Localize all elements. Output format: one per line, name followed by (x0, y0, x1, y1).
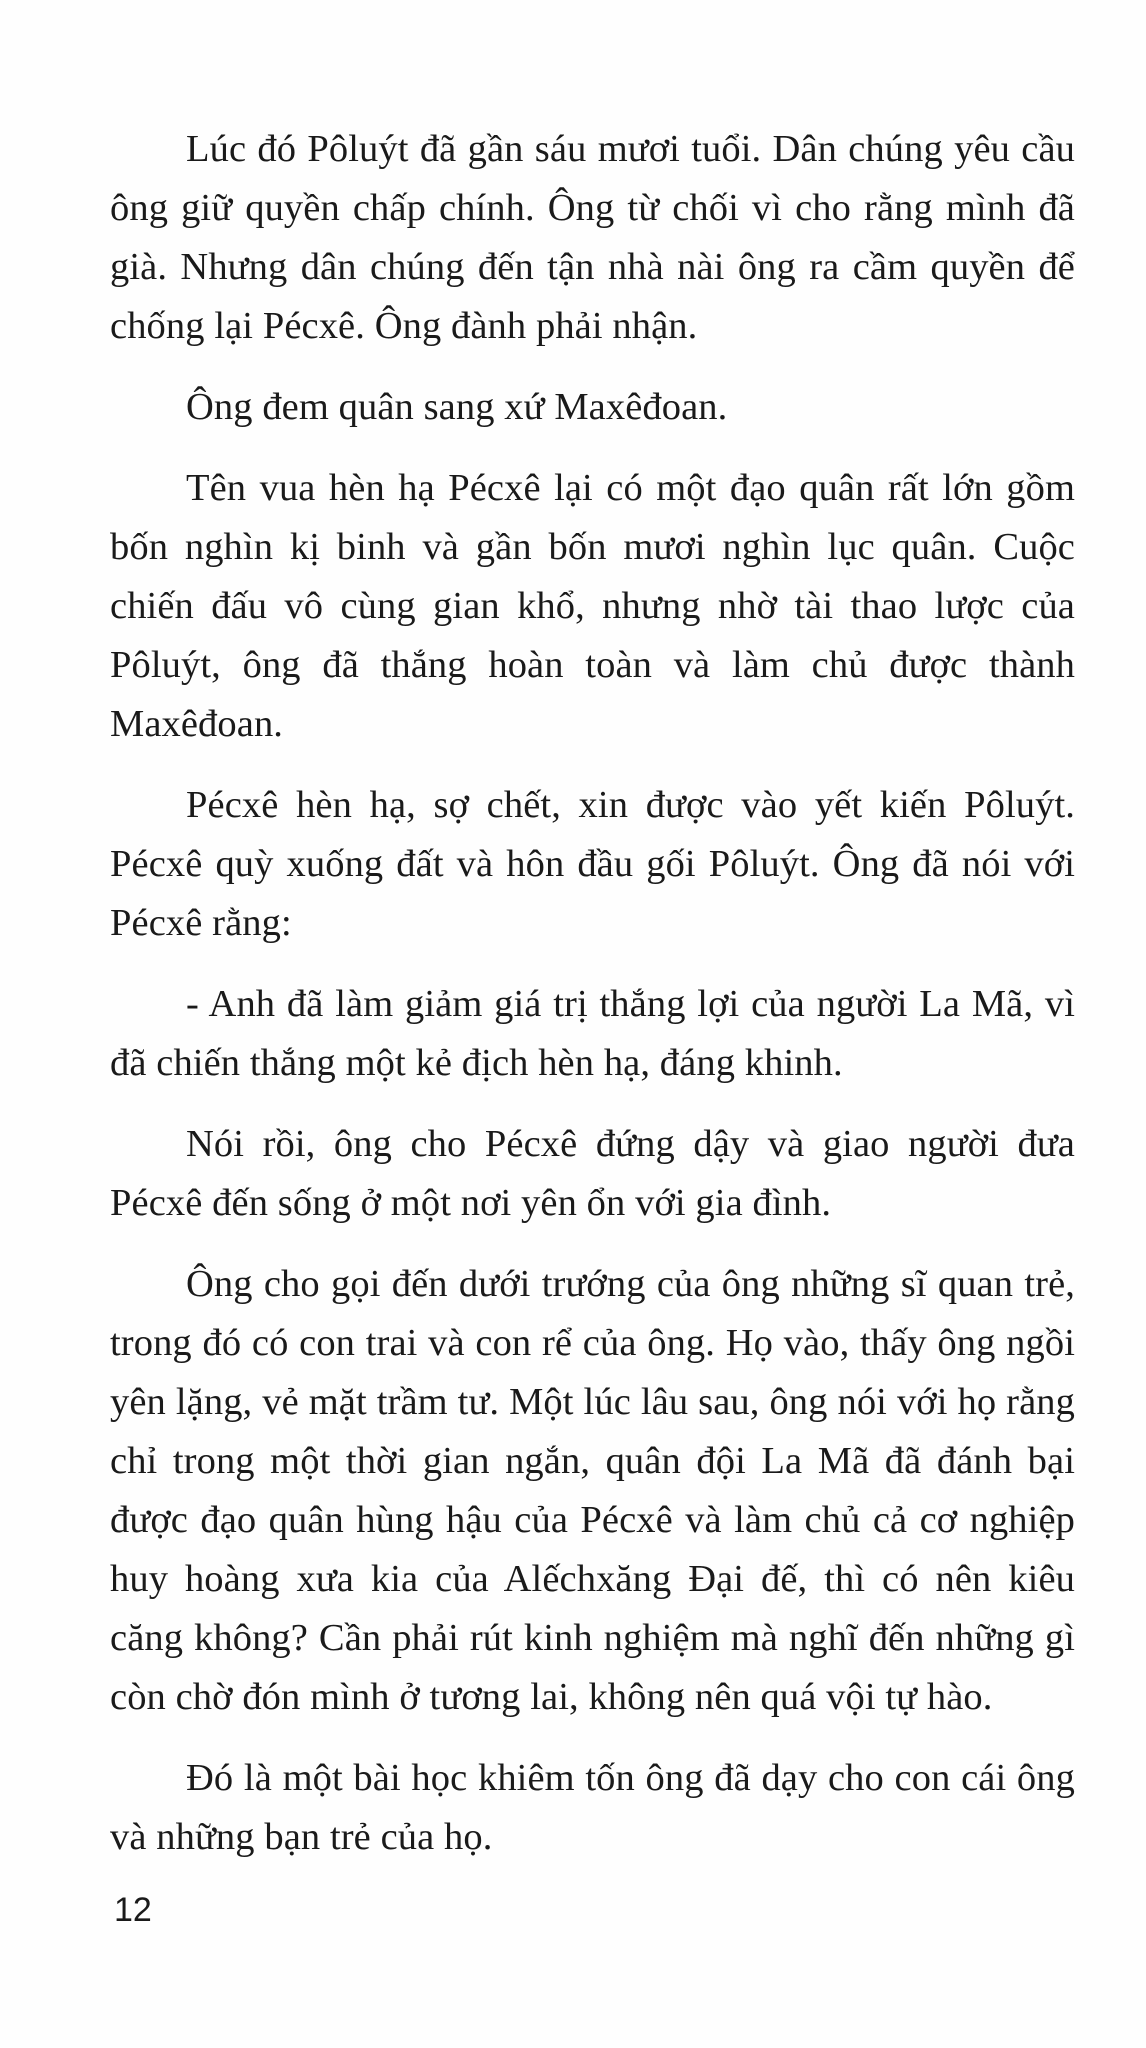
paragraph-1: Lúc đó Pôluýt đã gần sáu mươi tuổi. Dân chúng yêu cầu ông giữ quyền chấp chính. Ông từ chối vì cho rằng mình đã già. Nhưng dân chúng đến tận nhà nài ông ra cầm quyền để chống lại Pécxê. Ông đành phải nhận. (110, 128, 1075, 347)
paragraph-8: Đó là một bài học khiêm tốn ông đã dạy cho con cái ông và những bạn trẻ của họ. (110, 1757, 1075, 1858)
paragraph-7: Ông cho gọi đến dưới trướng của ông những sĩ quan trẻ, trong đó có con trai và con rể của ông. Họ vào, thấy ông ngồi yên lặng, vẻ mặt trầm tư. Một lúc lâu sau, ông nói với họ rằng chỉ trong một thời gian ngắn, quân đội La Mã đã đánh bại được đạo quân hùng hậu của Pécxê và làm chủ cả cơ nghiệp huy hoàng xưa kia của Alếchxăng Đại đế, thì có nên kiêu căng không? Cần phải rút kinh nghiệm mà nghĩ đến những gì còn chờ đón mình ở tương lai, không nên quá vội tự hào. (110, 1263, 1075, 1718)
page-body (110, 120, 1075, 1889)
page-number: 12 (114, 1891, 152, 1929)
paragraph-5: - Anh đã làm giảm giá trị thắng lợi của người La Mã, vì đã chiến thắng một kẻ địch hèn hạ, đáng khinh. (110, 983, 1075, 1084)
paragraph-4: Pécxê hèn hạ, sợ chết, xin được vào yết kiến Pôluýt. Pécxê quỳ xuống đất và hôn đầu gối Pôluýt. Ông đã nói với Pécxê rằng: (110, 784, 1075, 944)
paragraph-3: Tên vua hèn hạ Pécxê lại có một đạo quân rất lớn gồm bốn nghìn kị binh và gần bốn mươi nghìn lục quân. Cuộc chiến đấu vô cùng gian khổ, nhưng nhờ tài thao lược của Pôluýt, ông đã thắng hoàn toàn và làm chủ được thành Maxêđoan. (110, 467, 1075, 745)
paragraph-6: Nói rồi, ông cho Pécxê đứng dậy và giao người đưa Pécxê đến sống ở một nơi yên ổn với gia đình. (110, 1123, 1075, 1224)
paragraph-2: Ông đem quân sang xứ Maxêđoan. (186, 386, 728, 428)
